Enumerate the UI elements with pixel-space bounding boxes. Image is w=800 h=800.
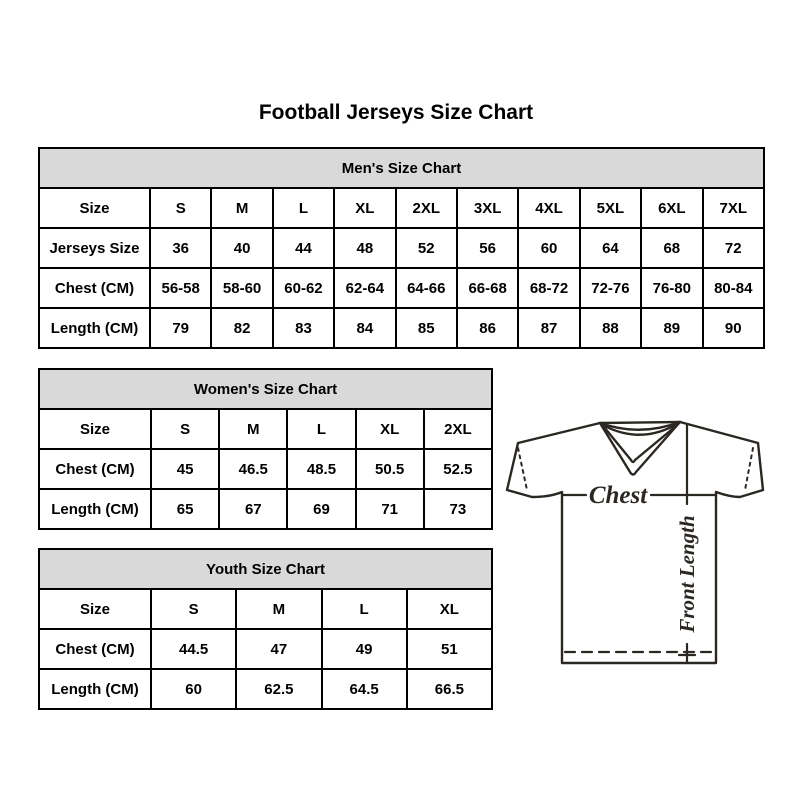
cell: 88 [580,308,641,348]
cell: L [322,589,407,629]
mens-size-table [38,147,765,349]
table-row [39,308,764,348]
row-label: Length (CM) [39,489,151,529]
cell: M [236,589,321,629]
cell: XL [356,409,424,449]
table-row [39,449,492,489]
cell: 48.5 [287,449,355,489]
cell: 72 [703,228,764,268]
cell: XL [334,188,395,228]
cell: 52.5 [424,449,492,489]
jersey-back-neckline [600,422,680,423]
cell: 44.5 [151,629,236,669]
cell: 90 [703,308,764,348]
jersey-left-cuff-stitch [518,448,527,490]
cell: 64.5 [322,669,407,709]
cell: 67 [219,489,287,529]
row-label: Jerseys Size [39,228,150,268]
row-label: Length (CM) [39,308,150,348]
cell: 82 [211,308,272,348]
row-label: Chest (CM) [39,449,151,489]
cell: 69 [287,489,355,529]
cell: 49 [322,629,407,669]
row-label: Chest (CM) [39,629,151,669]
jersey-right-cuff-stitch [745,448,753,490]
row-label: Size [39,589,151,629]
youth-size-table [38,548,493,710]
cell: 64 [580,228,641,268]
cell: 60-62 [273,268,334,308]
cell: 66.5 [407,669,492,709]
cell: 6XL [641,188,702,228]
table-section-row [39,549,492,589]
cell: 2XL [424,409,492,449]
cell: 62.5 [236,669,321,709]
womens-size-table [38,368,493,530]
cell: 64-66 [396,268,457,308]
cell: 52 [396,228,457,268]
cell: 76-80 [641,268,702,308]
table-row [39,268,764,308]
table-row [39,629,492,669]
cell: 84 [334,308,395,348]
cell: 80-84 [703,268,764,308]
table-section-row [39,148,764,188]
cell: 60 [151,669,236,709]
cell: S [151,409,219,449]
cell: 86 [457,308,518,348]
cell: 72-76 [580,268,641,308]
cell: XL [407,589,492,629]
cell: 60 [518,228,579,268]
cell: 58-60 [211,268,272,308]
row-label: Size [39,188,150,228]
row-label: Size [39,409,151,449]
chest-label: Chest [588,482,648,509]
front-length-label: Front Length [675,515,699,633]
table-row [39,589,492,629]
cell: S [150,188,211,228]
cell: 68 [641,228,702,268]
cell: 56-58 [150,268,211,308]
cell: 45 [151,449,219,489]
cell: 36 [150,228,211,268]
cell: 65 [151,489,219,529]
table-row [39,409,492,449]
cell: 2XL [396,188,457,228]
cell: 40 [211,228,272,268]
table-section-row [39,369,492,409]
cell: 56 [457,228,518,268]
cell: 50.5 [356,449,424,489]
table-row [39,489,492,529]
cell: 5XL [580,188,641,228]
cell: S [151,589,236,629]
table-section-header: Men's Size Chart [39,148,764,188]
cell: L [287,409,355,449]
cell: M [211,188,272,228]
cell: 7XL [703,188,764,228]
cell: 44 [273,228,334,268]
cell: 71 [356,489,424,529]
table-row [39,188,764,228]
cell: 89 [641,308,702,348]
page-title: Football Jerseys Size Chart [258,101,534,124]
table-section-header: Youth Size Chart [39,549,492,589]
cell: 73 [424,489,492,529]
table-row [39,228,764,268]
cell: 47 [236,629,321,669]
cell: 3XL [457,188,518,228]
table-section-header: Women's Size Chart [39,369,492,409]
cell: 79 [150,308,211,348]
cell: 48 [334,228,395,268]
cell: 68-72 [518,268,579,308]
cell: 62-64 [334,268,395,308]
table-row [39,669,492,709]
row-label: Chest (CM) [39,268,150,308]
jersey-measurement-diagram [500,415,770,670]
cell: 83 [273,308,334,348]
cell: 46.5 [219,449,287,489]
cell: 66-68 [457,268,518,308]
cell: 85 [396,308,457,348]
cell: M [219,409,287,449]
jersey-outline [507,422,763,663]
cell: 4XL [518,188,579,228]
row-label: Length (CM) [39,669,151,709]
cell: 87 [518,308,579,348]
cell: L [273,188,334,228]
cell: 51 [407,629,492,669]
